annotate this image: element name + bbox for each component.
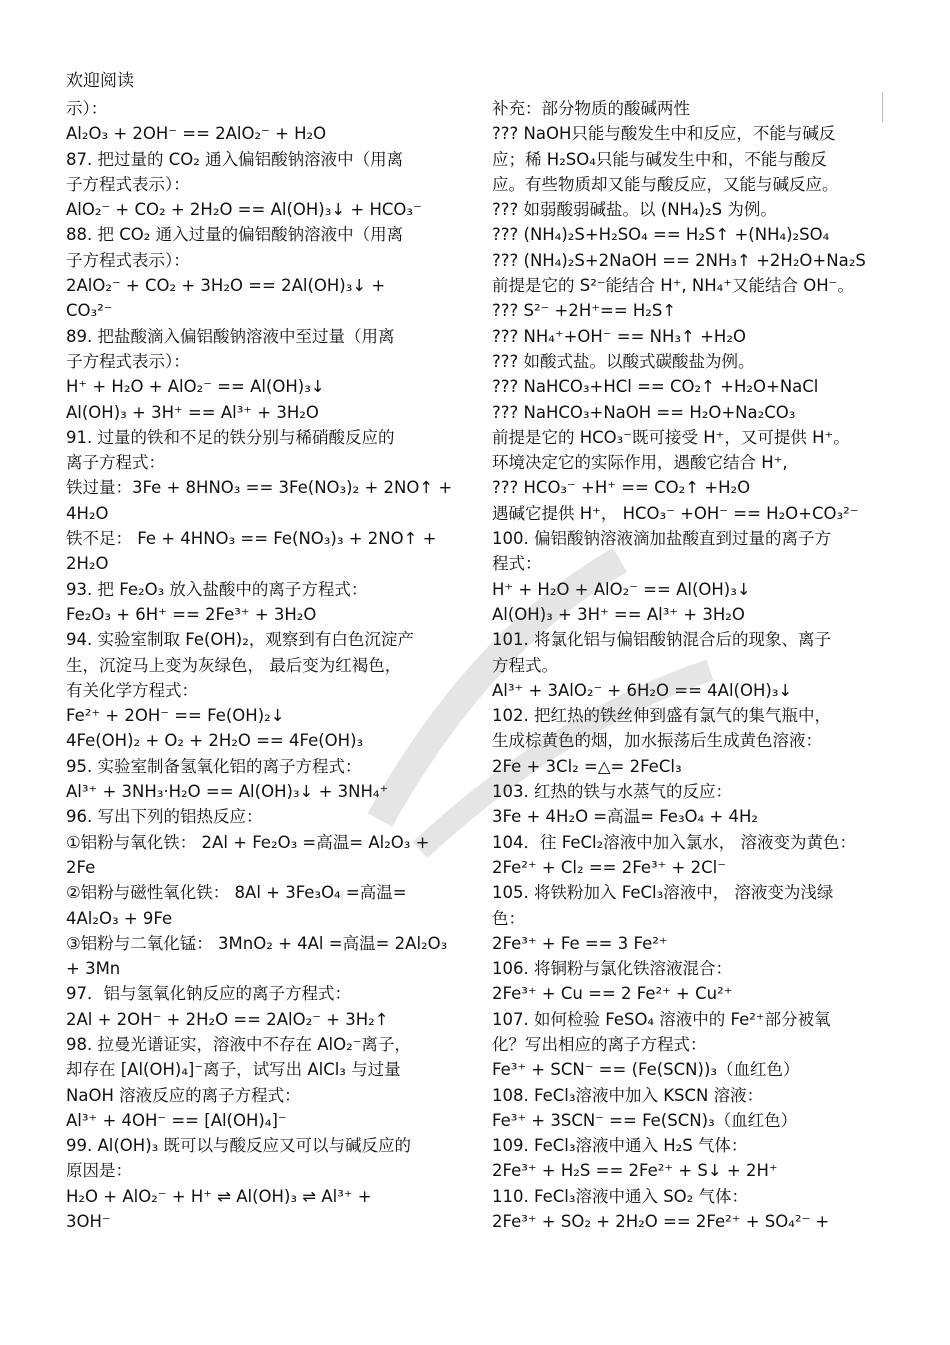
right-line: 110. FeCl₃溶液中通入 SO₂ 气体： [492,1186,749,1206]
left-line: H⁺ + H₂O + AlO₂⁻ == Al(OH)₃↓ [66,377,325,397]
right-line: 前提是它的 HCO₃⁻既可接受 H⁺，又可提供 H⁺。 [492,427,850,447]
left-line: 2Al + 2OH⁻ + 2H₂O == 2AlO₂⁻ + 3H₂↑ [66,1009,389,1029]
left-line: ③铝粉与二氧化锰： 3MnO₂ + 4Al =高温= 2Al₂O₃ [66,933,448,953]
right-line: ??? NaOH只能与酸发生中和反应，不能与碱反 [492,124,836,144]
left-line: 2AlO₂⁻ + CO₂ + 3H₂O == 2Al(OH)₃↓ + [66,276,386,296]
right-line: 化？写出相应的离子方程式： [492,1034,707,1054]
right-line: ??? (NH₄)₂S+H₂SO₄ == H₂S↑ +(NH₄)₂SO₄ [492,225,830,245]
right-line: 102. 把红热的铁丝伸到盛有氯气的集气瓶中， [492,706,831,726]
right-line: 色： [492,908,525,928]
right-line: 生成棕黄色的烟，加水振荡后生成黄色溶液： [492,731,822,751]
right-line: 遇碱它提供 H⁺， HCO₃⁻ +OH⁻ == H₂O+CO₃²⁻ [492,503,859,523]
right-line: H⁺ + H₂O + AlO₂⁻ == Al(OH)₃↓ [492,579,751,599]
left-line: 94. 实验室制取 Fe(OH)₂，观察到有白色沉淀产 [66,630,414,650]
left-line: 3OH⁻ [66,1212,111,1232]
left-line: 99. Al(OH)₃ 既可以与酸反应又可以与碱反应的 [66,1136,411,1156]
right-line: 应。有些物质却又能与酸反应，又能与碱反应。 [492,174,839,194]
left-line: H₂O + AlO₂⁻ + H⁺ ⇌ Al(OH)₃ ⇌ Al³⁺ + [66,1186,372,1206]
right-line: ??? NaHCO₃+HCl == CO₂↑ +H₂O+NaCl [492,377,819,397]
left-line: 97．铝与氢氧化钠反应的离子方程式： [66,984,351,1004]
left-line: ②铝粉与磁性氧化铁： 8Al + 3Fe₃O₄ =高温= [66,883,407,903]
page-header: 欢迎阅读 [66,71,134,91]
right-line: 2Fe³⁺ + Fe == 3 Fe²⁺ [492,933,668,953]
right-line: 2Fe³⁺ + Cu == 2 Fe²⁺ + Cu²⁺ [492,984,733,1004]
right-line: 应；稀 H₂SO₄只能与碱发生中和，不能与酸反 [492,149,827,169]
right-line: 105. 将铁粉加入 FeCl₃溶液中， 溶液变为浅绿 [492,883,834,903]
left-line: Al³⁺ + 4OH⁻ == [Al(OH)₄]⁻ [66,1110,287,1130]
left-line: 2H₂O [66,554,109,574]
left-line: 96. 写出下列的铝热反应： [66,807,263,827]
right-line: 2Fe²⁺ + Cl₂ == 2Fe³⁺ + 2Cl⁻ [492,857,726,877]
left-line: 98. 拉曼光谱证实，溶液中不存在 AlO₂⁻离子， [66,1034,411,1054]
right-line: 2Fe³⁺ + SO₂ + 2H₂O == 2Fe²⁺ + SO₄²⁻ + [492,1212,830,1232]
left-line: 91. 过量的铁和不足的铁分别与稀硝酸反应的 [66,427,395,447]
left-line: Al³⁺ + 3NH₃·H₂O == Al(OH)₃↓ + 3NH₄⁺ [66,782,389,802]
left-line: 4Al₂O₃ + 9Fe [66,908,173,928]
left-line: 铁不足： Fe + 4HNO₃ == Fe(NO₃)₃ + 2NO↑ + [66,529,437,549]
right-line: 方程式。 [492,655,558,675]
right-line: 补充：部分物质的酸碱两性 [492,99,690,118]
right-line: 101. 将氯化铝与偏铝酸钠混合后的现象、离子 [492,630,831,650]
left-line: AlO₂⁻ + CO₂ + 2H₂O == Al(OH)₃↓ + HCO₃⁻ [66,200,422,220]
right-line: 104．往 FeCl₂溶液中加入氯水， 溶液变为黄色： [492,832,856,852]
left-line: 子方程式表示）： [66,351,190,371]
right-line: 108. FeCl₃溶液中加入 KSCN 溶液： [492,1085,764,1105]
right-line: 2Fe³⁺ + H₂S == 2Fe²⁺ + S↓ + 2H⁺ [492,1161,778,1181]
left-column [66,96,464,1234]
left-line: 4Fe(OH)₂ + O₂ + 2H₂O == 4Fe(OH)₃ [66,731,364,751]
left-line: Fe²⁺ + 2OH⁻ == Fe(OH)₂↓ [66,706,285,726]
right-line: 106. 将铜粉与氯化铁溶液混合： [492,959,732,979]
left-line: 生，沉淀马上变为灰绿色， 最后变为红褐色， [66,655,402,675]
right-line: ??? (NH₄)₂S+2NaOH == 2NH₃↑ +2H₂O+Na₂S [492,250,866,270]
left-line: 95. 实验室制备氢氧化铝的离子方程式： [66,756,362,776]
left-line: 铁过量：3Fe + 8HNO₃ == 3Fe(NO₃)₂ + 2NO↑ + [66,478,453,498]
right-line: 3Fe + 4H₂O =高温= Fe₃O₄ + 4H₂ [492,807,758,827]
left-line: 示）： [66,99,108,118]
left-line: 有关化学方程式： [66,680,198,700]
right-line: Al(OH)₃ + 3H⁺ == Al³⁺ + 3H₂O [492,604,745,624]
left-line: 93. 把 Fe₂O₃ 放入盐酸中的离子方程式： [66,579,368,599]
left-line: 子方程式表示）： [66,174,190,194]
right-line: 程式： [492,554,542,574]
right-line: 103. 红热的铁与水蒸气的反应： [492,782,732,802]
left-line: 87. 把过量的 CO₂ 通入偏铝酸钠溶液中（用离 [66,149,404,169]
right-line: 环境决定它的实际作用，遇酸它结合 H⁺, [492,453,788,473]
left-line: CO₃²⁻ [66,301,113,321]
left-line: Al₂O₃ + 2OH⁻ == 2AlO₂⁻ + H₂O [66,124,327,144]
left-line: 88. 把 CO₂ 通入过量的偏铝酸钠溶液中（用离 [66,225,404,245]
left-line: 2Fe [66,857,96,877]
right-column [492,96,892,1234]
left-line: 离子方程式： [66,453,165,473]
right-line: ??? 如弱酸弱碱盐。以 (NH₄)₂S 为例。 [492,200,777,220]
right-line: ??? 如酸式盐。以酸式碳酸盐为例。 [492,351,755,371]
left-line: NaOH 溶液反应的离子方程式： [66,1085,301,1105]
left-line: 原因是： [66,1161,132,1181]
right-line: 109. FeCl₃溶液中通入 H₂S 气体： [492,1136,748,1156]
right-line: Fe³⁺ + 3SCN⁻ == Fe(SCN)₃（血红色） [492,1110,798,1130]
right-line: 100. 偏铝酸钠溶液滴加盐酸直到过量的离子方 [492,529,831,549]
left-line: + 3Mn [66,959,121,979]
right-line: ??? HCO₃⁻ +H⁺ == CO₂↑ +H₂O [492,478,751,498]
left-line: ①铝粉与氧化铁： 2Al + Fe₂O₃ =高温= Al₂O₃ + [66,832,430,852]
right-line: 2Fe + 3Cl₂ =△= 2FeCl₃ [492,756,682,776]
right-line: ??? NaHCO₃+NaOH == H₂O+Na₂CO₃ [492,402,796,422]
left-line: 4H₂O [66,503,109,523]
left-line: 89. 把盐酸滴入偏铝酸钠溶液中至过量（用离 [66,326,395,346]
right-line: 前提是它的 S²⁻能结合 H⁺, NH₄⁺又能结合 OH⁻。 [492,276,854,296]
right-line: 107. 如何检验 FeSO₄ 溶液中的 Fe²⁺部分被氧 [492,1009,831,1029]
right-line: Fe³⁺ + SCN⁻ == (Fe(SCN))₃（血红色） [492,1060,800,1080]
right-line: ??? NH₄⁺+OH⁻ == NH₃↑ +H₂O [492,326,746,346]
left-line: 却存在 [Al(OH)₄]⁻离子，试写出 AlCl₃ 与过量 [66,1060,401,1080]
left-line: 子方程式表示）： [66,250,190,270]
right-line: ??? S²⁻ +2H⁺== H₂S↑ [492,301,677,321]
left-line: Fe₂O₃ + 6H⁺ == 2Fe³⁺ + 3H₂O [66,604,317,624]
left-line: Al(OH)₃ + 3H⁺ == Al³⁺ + 3H₂O [66,402,319,422]
right-line: Al³⁺ + 3AlO₂⁻ + 6H₂O == 4Al(OH)₃↓ [492,680,793,700]
